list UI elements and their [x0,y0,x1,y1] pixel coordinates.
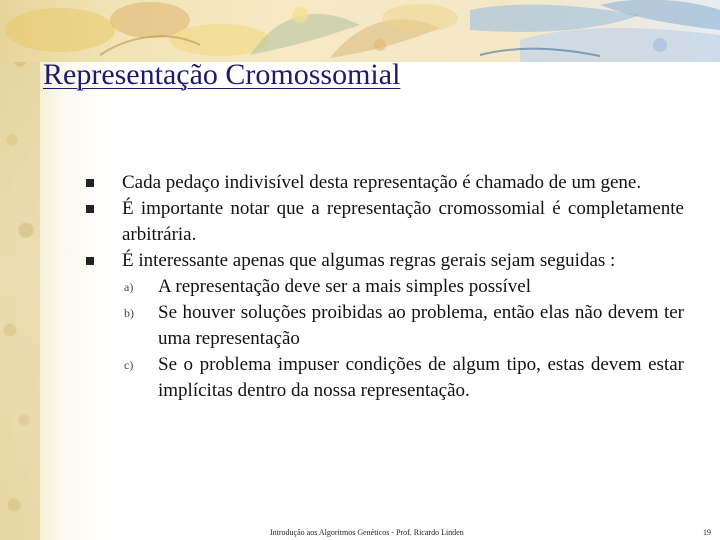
sub-item-marker: c) [124,358,134,372]
decorative-left-band [0,0,40,540]
bullet-item [86,170,684,196]
bullet-text: É interessante apenas que algumas regras gerais sejam seguidas : [122,250,616,271]
sub-item-text: Se o problema impuser condições de algum tipo, estas devem estar implícitas dentro da nossa representação. [158,354,684,401]
decorative-header-banner [0,0,720,62]
square-bullet-icon [86,257,94,265]
leaf-pattern-image [0,0,720,62]
sub-item [86,352,684,404]
square-bullet-icon [86,205,94,213]
sub-item-marker: a) [124,280,134,294]
bullet-text: Cada pedaço indivisível desta representação é chamado de um gene. [122,172,642,193]
bullet-item [86,196,684,248]
slide-title: Representação Cromossomial [43,58,401,91]
bullet-item [86,248,684,274]
sub-item-text: Se houver soluções proibidas ao problema, então elas não devem ter uma representação [158,302,684,349]
footer-text: Introdução aos Algoritmos Genéticos - Prof. Ricardo Linden [270,528,464,537]
sub-item [86,300,684,352]
square-bullet-icon [86,179,94,187]
sub-item-text: A representação deve ser a mais simples possível [158,276,532,297]
sub-item-marker: b) [124,306,134,320]
sub-item [86,274,684,300]
slide-content [86,170,684,404]
page-number: 19 [703,528,711,537]
bullet-text: É importante notar que a representação cromossomial é completamente arbitrária. [122,198,684,245]
